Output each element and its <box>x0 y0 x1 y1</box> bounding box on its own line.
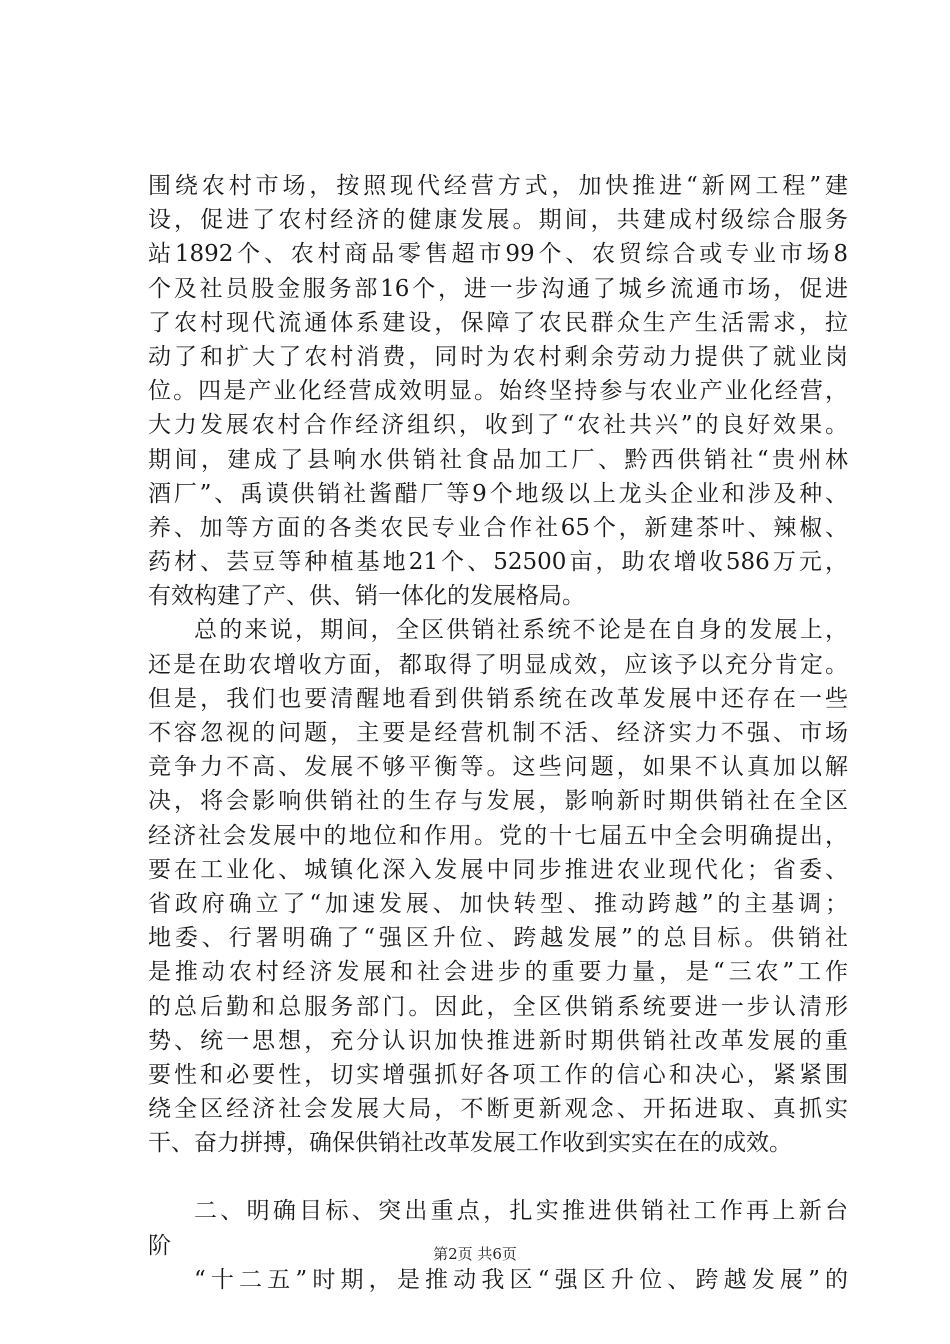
text-line: 决，将会影响供销社的生存与发展，影响新时期供销社在全区 <box>148 788 848 815</box>
paragraph-gap <box>148 1160 848 1194</box>
section-heading: 二、明确目标、突出重点，扎实推进供销社工作再上新台 <box>194 1198 848 1225</box>
text-line: 总的来说，期间，全区供销社系统不论是在自身的发展上， <box>194 617 848 644</box>
text-line: 还是在助农增收方面，都取得了明显成效，应该予以充分肯定。 <box>148 651 848 678</box>
section-heading: 阶 <box>148 1232 171 1259</box>
text-line: 酒厂”、禹谟供销社酱醋厂等9个地级以上龙头企业和涉及种、 <box>148 480 848 507</box>
text-line: 是推动农村经济发展和社会进步的重要力量，是“三农”工作 <box>148 959 848 986</box>
text-line: 干、奋力拼搏，确保供销社改革发展工作收到实实在在的成效。 <box>148 1130 792 1157</box>
text-line: 要性和必要性，切实增强抓好各项工作的信心和决心，紧紧围 <box>148 1061 848 1088</box>
text-line: 的总后勤和总服务部门。因此，全区供销系统要进一步认清形 <box>148 993 848 1020</box>
text-line: 要在工业化、城镇化深入发展中同步推进农业现代化；省委、 <box>148 856 848 883</box>
text-line: 有效构建了产、供、销一体化的发展格局。 <box>148 583 585 610</box>
text-line: 个及社员股金服务部16个，进一步沟通了城乡流通市场，促进 <box>148 275 848 302</box>
text-line: 位。四是产业化经营成效明显。始终坚持参与农业产业化经营， <box>148 378 848 405</box>
text-line: 了农村现代流通体系建设，保障了农民群众生产生活需求，拉 <box>148 309 848 336</box>
page-number: 第2页 共6页 <box>433 1245 517 1263</box>
text-line: 不容忽视的问题，主要是经营机制不活、经济实力不强、市场 <box>148 720 848 746</box>
text-line: 地委、行署明确了“强区升位、跨越发展”的总目标。供销社 <box>148 925 848 952</box>
text-line: 动了和扩大了农村消费，同时为农村剩余劳动力提供了就业岗 <box>148 343 848 370</box>
text-line: 大力发展农村合作经济组织，收到了“农社共兴”的良好效果。 <box>148 412 848 439</box>
text-line: 设，促进了农村经济的健康发展。期间，共建成村级综合服务 <box>148 207 848 234</box>
text-line: 省政府确立了“加速发展、加快转型、推动跨越”的主基调； <box>148 890 848 917</box>
text-line: 绕全区经济社会发展大局，不断更新观念、开拓进取、真抓实 <box>148 1096 848 1123</box>
text-line: 围绕农村市场，按照现代经营方式，加快推进“新网工程”建 <box>148 173 848 199</box>
text-line: 站1892个、农村商品零售超市99个、农贸综合或专业市场8 <box>148 241 848 268</box>
text-line: “十二五”时期，是推动我区“强区升位、跨越发展”的 <box>194 1266 848 1293</box>
document-body <box>148 169 848 1297</box>
text-line: 但是，我们也要清醒地看到供销系统在改革发展中还存在一些 <box>148 685 848 712</box>
text-line: 势、统一思想，充分认识加快推进新时期供销社改革发展的重 <box>148 1027 848 1054</box>
text-line: 期间，建成了县响水供销社食品加工厂、黔西供销社“贵州林 <box>148 446 848 473</box>
text-line: 养、加等方面的各类农民专业合作社65个，新建茶叶、辣椒、 <box>148 514 848 541</box>
text-line: 经济社会发展中的地位和作用。党的十七届五中全会明确提出， <box>148 822 848 849</box>
text-line: 竞争力不高、发展不够平衡等。这些问题，如果不认真加以解 <box>148 754 848 781</box>
text-line: 药材、芸豆等种植基地21个、52500亩，助农增收586万元， <box>148 549 848 576</box>
